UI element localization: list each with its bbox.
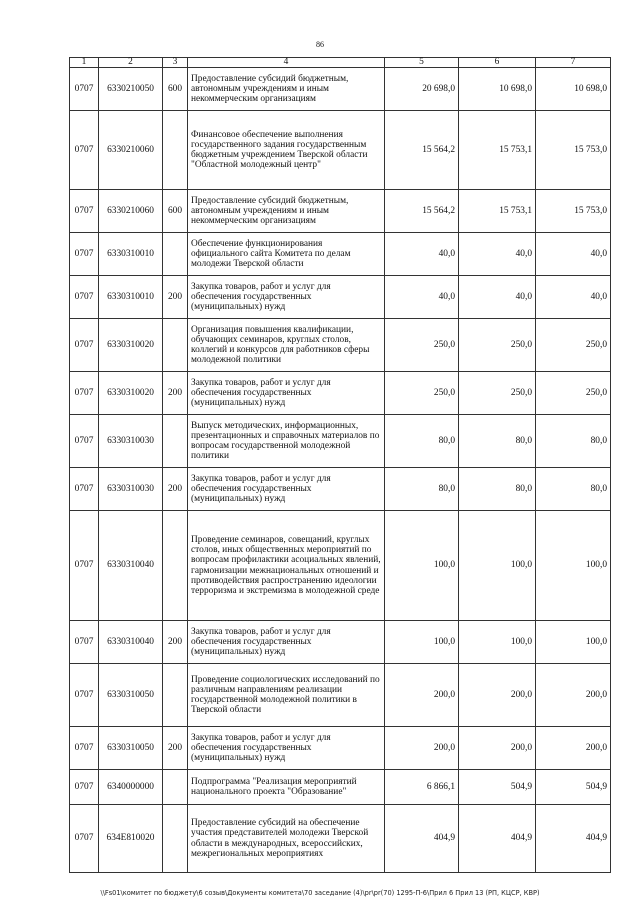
table-row [70,111,611,190]
amount-col5-cell: 15 564,2 [385,190,459,233]
section-code-cell: 0707 [70,805,99,873]
item-name-cell: Подпрограмма "Реализация мероприятий национального проекта "Образование" [188,770,385,805]
col-header-2: 2 [99,58,163,68]
section-code-cell: 0707 [70,621,99,664]
table-row [70,805,611,873]
amount-col5-cell: 200,0 [385,727,459,770]
section-code-cell: 0707 [70,664,99,727]
target-article-cell: 6330310020 [99,319,163,372]
amount-col6-cell: 40,0 [459,233,536,276]
expense-type-cell [163,805,188,873]
item-name-cell: Предоставление субсидий бюджетным, автономным учреждениям и иным некоммерческим организациям [188,190,385,233]
amount-col5-cell: 250,0 [385,319,459,372]
expense-type-cell: 200 [163,468,188,511]
amount-col6-cell: 250,0 [459,372,536,415]
amount-col6-cell: 504,9 [459,770,536,805]
amount-col7-cell: 15 753,0 [536,111,611,190]
amount-col6-cell: 80,0 [459,415,536,468]
expense-type-cell [163,770,188,805]
expense-type-cell: 600 [163,190,188,233]
target-article-cell: 6330310010 [99,276,163,319]
page-number: 86 [316,40,324,49]
col-header-7: 7 [536,58,611,68]
expense-type-cell: 200 [163,621,188,664]
section-code-cell: 0707 [70,233,99,276]
amount-col6-cell: 250,0 [459,319,536,372]
table-row [70,511,611,621]
amount-col5-cell: 40,0 [385,276,459,319]
table-row [70,190,611,233]
section-code-cell: 0707 [70,372,99,415]
item-name-cell: Закупка товаров, работ и услуг для обеспечения государственных (муниципальных) нужд [188,276,385,319]
amount-col7-cell: 504,9 [536,770,611,805]
target-article-cell: 6330310030 [99,468,163,511]
amount-col7-cell: 200,0 [536,727,611,770]
item-name-cell: Финансовое обеспечение выполнения государственного задания государственным бюджетным учреждением Тверской области "Областной молодежный центр" [188,111,385,190]
table-row [70,415,611,468]
expense-type-cell [163,319,188,372]
item-name-cell: Проведение семинаров, совещаний, круглых столов, иных общественных мероприятий по вопросам профилактики асоциальных явлений, гармонизации межнациональных отношений и противодействия распространению идеологии терроризма и экстремизма в молодежной среде [188,511,385,621]
section-code-cell: 0707 [70,770,99,805]
target-article-cell: 6330310040 [99,621,163,664]
amount-col5-cell: 80,0 [385,415,459,468]
expense-type-cell: 200 [163,372,188,415]
amount-col7-cell: 250,0 [536,319,611,372]
expense-type-cell [163,233,188,276]
amount-col6-cell: 80,0 [459,468,536,511]
amount-col5-cell: 100,0 [385,621,459,664]
amount-col7-cell: 10 698,0 [536,68,611,111]
amount-col7-cell: 80,0 [536,468,611,511]
amount-col5-cell: 250,0 [385,372,459,415]
amount-col6-cell: 15 753,1 [459,111,536,190]
item-name-cell: Проведение социологических исследований по различным направлениям реализации государственной молодежной политики в Тверской области [188,664,385,727]
amount-col7-cell: 100,0 [536,621,611,664]
section-code-cell: 0707 [70,111,99,190]
section-code-cell: 0707 [70,727,99,770]
amount-col7-cell: 250,0 [536,372,611,415]
amount-col6-cell: 404,9 [459,805,536,873]
section-code-cell: 0707 [70,511,99,621]
amount-col5-cell: 100,0 [385,511,459,621]
target-article-cell: 6330310020 [99,372,163,415]
target-article-cell: 6340000000 [99,770,163,805]
table-row [70,770,611,805]
item-name-cell: Предоставление субсидий бюджетным, автономным учреждениям и иным некоммерческим организациям [188,68,385,111]
expense-type-cell [163,511,188,621]
amount-col7-cell: 100,0 [536,511,611,621]
amount-col7-cell: 80,0 [536,415,611,468]
target-article-cell: 6330210050 [99,68,163,111]
item-name-cell: Закупка товаров, работ и услуг для обеспечения государственных (муниципальных) нужд [188,372,385,415]
item-name-cell: Закупка товаров, работ и услуг для обеспечения государственных (муниципальных) нужд [188,468,385,511]
table-row [70,319,611,372]
target-article-cell: 6330210060 [99,111,163,190]
target-article-cell: 6330310050 [99,727,163,770]
amount-col6-cell: 15 753,1 [459,190,536,233]
amount-col7-cell: 40,0 [536,233,611,276]
amount-col5-cell: 20 698,0 [385,68,459,111]
amount-col5-cell: 15 564,2 [385,111,459,190]
amount-col5-cell: 80,0 [385,468,459,511]
amount-col5-cell: 200,0 [385,664,459,727]
col-header-5: 5 [385,58,459,68]
expense-type-cell: 200 [163,276,188,319]
expense-type-cell [163,111,188,190]
col-header-3: 3 [163,58,188,68]
amount-col5-cell: 40,0 [385,233,459,276]
section-code-cell: 0707 [70,468,99,511]
col-header-6: 6 [459,58,536,68]
table-row [70,276,611,319]
section-code-cell: 0707 [70,415,99,468]
item-name-cell: Закупка товаров, работ и услуг для обеспечения государственных (муниципальных) нужд [188,621,385,664]
amount-col6-cell: 100,0 [459,511,536,621]
expense-type-cell: 600 [163,68,188,111]
footer-file-path: \\Fs01\комитет по бюджету\6 созыв\Документы комитета\70 заседание (4)\pr\pr(70) 1295-П-6\Прил 6 Прил 13 (РП, КЦСР, КВР) [100,889,540,897]
amount-col6-cell: 100,0 [459,621,536,664]
budget-table [69,57,611,873]
col-header-4: 4 [188,58,385,68]
col-header-1: 1 [70,58,99,68]
table-row [70,621,611,664]
table-row [70,664,611,727]
target-article-cell: 6330210060 [99,190,163,233]
item-name-cell: Выпуск методических, информационных, презентационных и справочных материалов по вопросам государственной молодежной политики [188,415,385,468]
item-name-cell: Обеспечение функционирования официального сайта Комитета по делам молодежи Тверской области [188,233,385,276]
expense-type-cell [163,415,188,468]
amount-col5-cell: 6 866,1 [385,770,459,805]
amount-col7-cell: 404,9 [536,805,611,873]
section-code-cell: 0707 [70,276,99,319]
amount-col6-cell: 10 698,0 [459,68,536,111]
amount-col6-cell: 200,0 [459,664,536,727]
amount-col6-cell: 40,0 [459,276,536,319]
target-article-cell: 6330310050 [99,664,163,727]
table-row [70,727,611,770]
item-name-cell: Организация повышения квалификации, обучающих семинаров, круглых столов, коллегий и конкурсов для работников сферы молодежной политики [188,319,385,372]
table-row [70,233,611,276]
section-code-cell: 0707 [70,319,99,372]
item-name-cell: Предоставление субсидий на обеспечение участия представителей молодежи Тверской области в международных, всероссийских, межрегиональных мероприятиях [188,805,385,873]
target-article-cell: 634E810020 [99,805,163,873]
amount-col7-cell: 200,0 [536,664,611,727]
amount-col5-cell: 404,9 [385,805,459,873]
target-article-cell: 6330310040 [99,511,163,621]
amount-col7-cell: 40,0 [536,276,611,319]
expense-type-cell: 200 [163,727,188,770]
amount-col7-cell: 15 753,0 [536,190,611,233]
table-row [70,372,611,415]
expense-type-cell [163,664,188,727]
table-header-row [70,58,611,68]
target-article-cell: 6330310030 [99,415,163,468]
item-name-cell: Закупка товаров, работ и услуг для обеспечения государственных (муниципальных) нужд [188,727,385,770]
section-code-cell: 0707 [70,190,99,233]
table-row [70,68,611,111]
section-code-cell: 0707 [70,68,99,111]
amount-col6-cell: 200,0 [459,727,536,770]
table-row [70,468,611,511]
target-article-cell: 6330310010 [99,233,163,276]
